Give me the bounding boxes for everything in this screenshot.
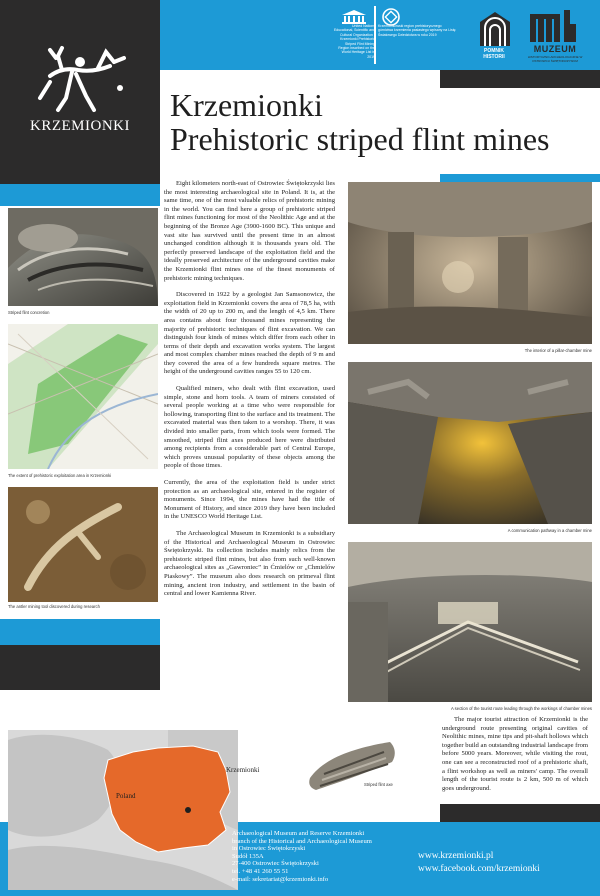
address-line: Sudół 135A	[232, 852, 264, 860]
muzeum-logo-icon	[530, 8, 580, 42]
title-line-1: Krzemionki	[170, 87, 323, 123]
communication-pathway-photo	[348, 362, 592, 524]
main-text-column	[164, 180, 335, 607]
caption-route: A section of the tourist route leading through the workings of chamber mines	[450, 706, 592, 711]
address-block	[232, 830, 402, 883]
caption-pillar: The interior of a pillar-chamber mine	[524, 348, 592, 353]
left-blue-band	[0, 184, 160, 206]
muzeum-label: MUZEUM	[533, 44, 577, 54]
email-line[interactable]: e-mail: sekretariat@krzemionki.info	[232, 875, 329, 883]
caption-antler: The antler mining tool discovered during research	[8, 604, 100, 609]
address-line: Archaeological Museum and Reserve Krzemionki	[232, 830, 365, 837]
phone-line: tel. +48 41 260 55 51	[232, 867, 289, 875]
web-links	[418, 850, 598, 876]
right-text-column	[442, 716, 588, 793]
antler-tool-photo	[8, 487, 158, 602]
logo-wordmark: KRZEMIONKI	[30, 118, 130, 134]
caption-pathway: A communication pathway in a chamber mine	[507, 528, 592, 533]
unesco-temple-icon	[342, 10, 366, 24]
flint-concretion-photo	[8, 208, 158, 306]
body-paragraph-1: Eight kilometers north-east of Ostrowiec Świętokrzyski lies the most interesting archaeological site in Poland. It is, at the same time, one of the most valuable relics of prehistoric mining in the world. You can find here a group of prehistoric striped flint mines functioning for most of the Neolithic Age and at the beginning of the Bronze Age (3900-1600 BC). This unique and vast site has survived until the present time in an almost unchanged condition although it is thousands years old. The perfectly preserved landscape of the exploitation field and the ideally preserved architecture of the underground cavities make the Krzemionki flint mines one of the finest monuments of prehistoric mining techniques.	[164, 180, 335, 282]
address-line: 27-400 Ostrowiec Świętokrzyski	[232, 860, 319, 868]
left-dark-band-lower	[0, 645, 160, 690]
right-blue-band	[440, 174, 600, 182]
left-blue-band-lower	[0, 619, 160, 645]
facebook-link[interactable]: www.facebook.com/krzemionki	[418, 864, 540, 874]
tourist-route-photo	[348, 542, 592, 702]
map-label-poland: Poland	[116, 792, 136, 800]
map-label-krzemionki: Krzemionki	[226, 766, 260, 774]
unesco-caption: United Nations Educational, Scientific and Cultural Organization · Krzemionki Prehistoric Striped Flint Mining Region inscribed on the World Heritage List in 2019	[333, 24, 375, 59]
pomnik-historii-label: POMNIK HISTORII	[483, 48, 505, 60]
muzeum-subtitle: HISTORYCZNO-ARCHEOLOGICZNE W OSTROWCU ŚWIĘTOKRZYSKIM	[527, 55, 583, 63]
body-paragraph-5: The Archaeological Museum in Krzemionki is a subsidiary of the Historical and Archaeological Museum in Ostrowiec Świętokrzyski. Its collection includes mainly relics from the prehistoric striped flint mines, but also from such well-known archaeological sites as „Gawroniec” in Ćmielów or „Chmielów Piaskowy”. The museum also does research on primeval flint mining, ancient iron industry, and settlement in the basin of central and lower Kamienna River.	[164, 529, 335, 598]
page-title	[170, 88, 590, 156]
website-link[interactable]: www.krzemionki.pl	[418, 851, 494, 861]
address-line: in Ostrowiec Świętokrzyski	[232, 845, 306, 853]
pillar-chamber-photo	[348, 182, 592, 344]
exploitation-map-photo	[8, 324, 158, 469]
body-paragraph-4: Currently, the area of the exploitation field is under strict protection as an archaeological site, entered in the register of monuments. Since 1994, the mines have had the title of Monument of History, and since 2019 they have been included in the UNESCO World Heritage List.	[164, 479, 335, 521]
title-line-2: Prehistoric striped flint mines	[170, 121, 550, 157]
poland-map	[8, 730, 238, 890]
body-paragraph-3: Qualified miners, who dealt with flint excavation, used simple, stone and horn tools. A team of miners consisted of several people working at a time who were responsible for hollowing, transporting flint to the surface and its treatment. The excavated material was then taken to a worshop. There, it was divided into smaller parts, from which tools were formed. The smoothed, striped flint axes produced here were distributed among recipients from a considerable part of Central Europe, which proves unusual popularity of these objects among the people of those times.	[164, 385, 335, 470]
caption-axe: Striped flint axe	[364, 782, 393, 787]
body-paragraph-2: Discovered in 1922 by a geologist Jan Samsonowicz, the exploitation field in Krzemionki covers the area of 78,5 ha, with the width of 20 up to 200 m, and the length of 4,5 km. There area contains about four thousand mines representing the majority of prehistoric techniques of flint excavation. We can distinguish four kinds of mines which differ from each other in terms of their depth and excavation works system. The largest and most complex chamber mines reached the depth of 9 m and they covered the area of a few hundreds square metres. The height of the underground cavities ranges 55 to 120 cm.	[164, 291, 335, 376]
header-dark-strip	[440, 70, 600, 88]
address-line: branch of the Historical and Archaeological Museum	[232, 837, 372, 845]
caption-map-extent: The extent of prehistoric exploitation area in Krzemionki	[8, 473, 112, 478]
footer-dark-strip	[440, 804, 600, 822]
heritage-caption: Krzemionkowski region prehistorycznego górnictwa krzemienia pasiastego wpisany na Listę Światowego Dziedzictwa w roku 2019	[378, 24, 456, 37]
caption-concretion: Striped flint concretion	[8, 310, 50, 315]
right-paragraph: The major tourist attraction of Krzemionki is the underground route presenting original cavities of Neolithic mines, mine tips and pit-shaft hollows which together build an outstanding industrial landscape from before 5000 years. Moreover, while visiting the rout, one can see a reconstructed roof of a prehistoric shaft, a flint workshop as well as miners' camp. The overall length of the tourist route is 2 km, 500 m of which goes underground.	[442, 716, 588, 792]
pomnik-historii-icon	[478, 10, 512, 46]
